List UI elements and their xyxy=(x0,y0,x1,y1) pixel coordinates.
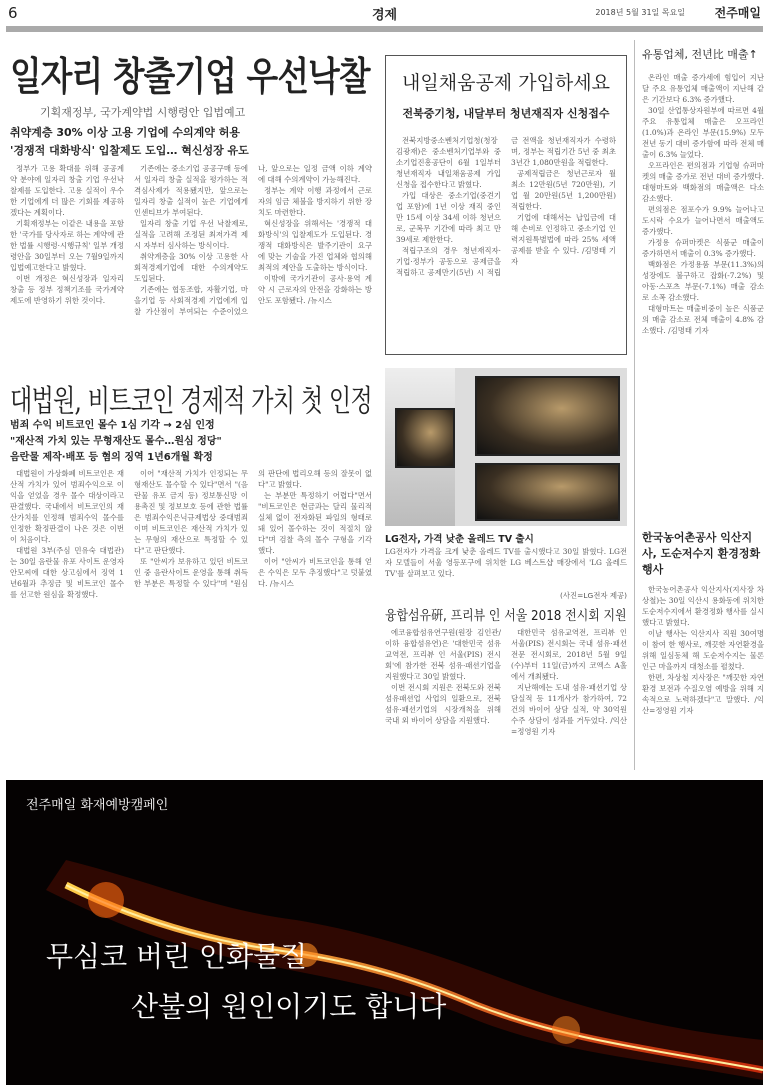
paragraph: 기존에는 협동조합, 자활기업, 마을기업 등 사회적경제 기업에게 입찰 가산점이 부여되는 수준이었으나, 앞으로는 일정 금액 이하 계약에 대해 수의계약이 가능해진다. xyxy=(134,164,372,316)
paragraph: 는 부분만 특정하기 어렵다"면서 "비트코인은 현금과는 달리 물리적 실체 없이 전자화된 파일의 형태로 돼 있어 몰수하는 것이 적절치 않다"며 검찰 측의 몰수 구형을 기각했다. xyxy=(258,491,372,555)
paragraph: 대법원이 가상화폐 비트코인은 재산적 가치가 있어 범죄수익으로 이익을 얻었을 경우 몰수 대상이라고 판결했다. 국내에서 비트코인의 재산가치를 인정해 범죄수익 몰수를 인정한 확정판결이 나온 것은 이번이 처음이다. xyxy=(10,469,124,544)
bitcoin-body xyxy=(10,468,372,765)
paragraph: 이번 전시회 지원은 전북도와 전북 섬유패션업 사업의 일환으로, 전북 섬유·패션기업의 시장개척을 위해 국내 외 바이어 상담을 지원했다. xyxy=(385,683,501,725)
paragraph: 공제적립금은 청년근로자 월 최소 12만원(5년 720만원), 기업 월 20만원(5년 1,200만원) 적립한다. xyxy=(511,169,616,211)
box-headline: 내일채움공제 가입하세요 xyxy=(402,72,610,94)
paragraph: 이어 "안씨가 비트코인을 통해 얻은 수익은 모두 추징했다"고 덧붙였다. /뉴시스 xyxy=(258,557,372,588)
fire-prevention-ad xyxy=(6,780,763,1085)
header-rule xyxy=(6,26,763,32)
paragraph: 지난해에는 도내 섬유·패션기업 상담실적 등 11개사가 참가하여, 72건의 바이어 상담 실적, 약 30억원 수주 상담이 성과를 거두었다. /익산=정영원 기자 xyxy=(511,683,627,736)
krc-headline: 한국농어촌공사 익산지사, 도순저수지 환경정화 행사 xyxy=(642,531,761,576)
paragraph: 정부가 고용 확대를 위해 공공계약 분야에 일자리 창출 기업 우선낙찰제를 도입한다. 고용 실적이 우수한 기업에게 더 많은 기회를 제공하겠다는 계획이다. xyxy=(10,164,124,217)
column-divider xyxy=(634,40,635,770)
paragraph: 취약계층을 30% 이상 고용한 사회적경제기업에 대한 수의계약도 도입된다. xyxy=(134,252,248,283)
paragraph: 이어 "재산적 가치가 인정되는 무형재산도 몰수할 수 있다"면서 "(음란물 유포 금지 등) 정보통신망 이용촉진 및 정보보호 등에 관한 법률은 범죄수익은닉규제법상 중대범죄이며 비트코인은 재산적 가치가 있는 무형의 재산으로 특정할 수 있다"고 판단했다. xyxy=(134,469,248,555)
paragraph: 또 "안씨가 보유하고 있던 비트코인 중 음란사이트 운영을 통해 취득한 부분은 특정할 수 있다"며 "원심의 판단에 법리오해 등의 잘못이 없다"고 밝혔다. xyxy=(134,469,372,588)
issue-date: 2018년 5월 31일 목요일 xyxy=(595,8,685,17)
bitcoin-subhead-3: 음란물 제작·배포 등 혐의 징역 1년6개월 확정 xyxy=(10,452,213,463)
paragraph: 혁신성장을 위해서는 '경쟁적 대화방식'의 입찰제도가 도입된다. 경쟁적 대화방식은 발주기관이 요구에 맞는 기술을 가진 업체와 협의해 최적의 제안을 도출하는 방식이다. xyxy=(258,219,372,272)
paragraph: 한국농어촌공사 익산지사(지사장 차상철)는 30일 익산시 용화동에 위치한 도순저수지에서 환경정화 행사를 실시했다고 밝혔다. xyxy=(642,585,764,627)
lead-subhead-1: 취약계층 30% 이상 고용 기업에 수의계약 허용 xyxy=(10,126,240,139)
paragraph: 일자리 창출 기업 우선 낙찰제로, 실적을 고려해 조정된 최저가격 제시 자부터 심사하는 방식이다. xyxy=(134,219,248,250)
photo-title: LG전자, 가격 낮춘 올레드 TV 출시 xyxy=(385,534,534,545)
paragraph: 가정용 슈퍼마켓은 식품군 매출이 증가하면서 매출이 0.3% 증가했다. xyxy=(642,238,764,258)
fiber-headline: 융합섬유硏, 프리뷰 인 서울 2018 전시회 지원 xyxy=(385,608,627,624)
paragraph: 이번 개정은 혁신성장과 일자리 창출 등 정부 정책기조를 국가계약 제도에 반영하기 위한 것이다. xyxy=(10,274,124,305)
lead-subhead-2: '경쟁적 대화방식' 입찰제도 도입… 혁신성장 유도 xyxy=(10,144,249,157)
retail-body xyxy=(642,72,764,523)
page-header xyxy=(8,4,761,24)
paragraph: 기업에 대해서는 납입금에 대해 손비로 인정하고 중소기업 인력지원특별법에 따라 25% 세액공제를 받을 수 있다. /김명태 기자 xyxy=(511,213,616,266)
photo-credit: (사진=LG전자 제공) xyxy=(560,591,627,600)
paragraph: 적립구조의 경우 청년재직자·기업·정부가 공동으로 공제금을 적립하고 공제만기(5년) 시 적립금 전액을 청년재직자가 수령하며, 정부는 적립기간 5년 중 최초 3년간 1,080만원을 적립한다. xyxy=(396,136,616,277)
paragraph: 전북지방중소벤처기업청(청장 김광재)은 중소벤처기업부와 중소기업진흥공단이 6월 1일부터 청년재직자 내일채움공제 가입 신청을 접수한다고 밝혔다. xyxy=(396,136,501,189)
ad-line-2: 산불의 원인이기도 합니다 xyxy=(131,990,447,1023)
paragraph: 편의점은 점포수가 9.9% 늘어나고 도시락 수요가 늘어나면서 매출액도 증가했다. xyxy=(642,205,764,236)
paragraph: 대법원 3부(주심 민유숙 대법관)는 30일 음란물 유포 사이트 운영자 안모씨에 대한 상고심에서 징역 1년6월과 추징금 및 비트코인 몰수를 선고한 원심을 확정했다. xyxy=(10,546,124,599)
ad-line-1: 무심코 버린 인화물질 xyxy=(46,940,308,973)
paragraph: 30일 산업통상자원부에 따르면 4월 주요 유통업체 매출은 오프라인(1.0%)과 온라인 부문(15.9%) 모두 전년 동기 대비 증가함에 따라 전체 매출이 6.3% 늘었다. xyxy=(642,106,764,159)
paragraph: 한편, 차상철 지사장은 "깨끗한 자연환경 보전과 수질오염 예방을 위해 지속적으로 노력하겠다"고 말했다. /익산=정영원 기자 xyxy=(642,673,764,715)
ad-tag: 전주매일 화재예방캠페인 xyxy=(26,798,169,813)
paragraph: 기존에는 중소기업 공공구매 등에서 일자리 창출 실적을 평가하는 적격심사제가 적용됐지만, 앞으로는 일자리 창출 실적이 높은 기업에게 인센티브가 부여된다. xyxy=(134,164,248,217)
paragraph: 이밖에 국가기관이 공사·용역 계약 시 근로자의 안전을 강화하는 방안도 포함됐다. /뉴시스 xyxy=(258,274,372,305)
page-number: 6 xyxy=(8,4,18,22)
retail-headline: 유통업체, 전년比 매출↑ xyxy=(642,48,758,61)
lead-kicker: 기획재정부, 국가계약법 시행령안 입법예고 xyxy=(40,106,246,119)
paragraph: 백화점은 가정용품 부문(11.3%)의 성장에도 불구하고 잡화(-7.2%) 및 아동·스포츠 부문(-7.1%) 매출 감소로 소폭 감소했다. xyxy=(642,260,764,302)
paper-name: 전주매일 xyxy=(714,6,761,20)
lead-headline: 일자리 창출기업 우선낙찰 xyxy=(10,55,370,100)
paragraph: 이날 행사는 익산지사 직원 30여명이 참여 한 행사로, 깨끗한 자연환경을 위해 일심동체 해 도순저수지는 물론 인근 마을까지 대청소를 펼쳤다. xyxy=(642,629,764,671)
box-subhead: 전북중기청, 내달부터 청년재직자 신청접수 xyxy=(402,107,610,120)
paragraph: 에코융합섬유연구원(원장 김인관/이하 융합섬유연)은 '대한민국 섬유교역전, 프리뷰 인 서울(PIS) 전시회'에 참가한 전북 섬유·패션기업을 지원했다고 30일 밝혔다. xyxy=(385,628,501,681)
paragraph: 기획재정부는 이같은 내용을 포함한 '국가를 당사자로 하는 계약에 관한 법률 시행령·시행규칙' 일부 개정령안을 30일부터 오는 7월9일까지 입법예고한다고 밝혔다. xyxy=(10,219,124,272)
paragraph: 오프라인은 편의점과 기업형 슈퍼마켓의 매출 증가로 전년 대비 증가했다. 대형마트와 백화점의 매출액은 다소 감소했다. xyxy=(642,161,764,203)
photo-caption: LG전자가 가격을 크게 낮춘 올레드 TV를 출시했다고 30일 밝혔다. LG전자 모델들이 서울 영등포구에 위치한 LG 베스트샵 매장에서 'LG 올레드 TV'를 살펴보고 있다. xyxy=(385,547,627,578)
bitcoin-subhead-2: "재산적 가치 있는 무형재산도 몰수…원심 정당" xyxy=(10,436,222,447)
bitcoin-headline: 대법원, 비트코인 경제적 가치 첫 인정 xyxy=(10,384,372,419)
paragraph: 대형마트는 매출비중이 높은 식품군의 매출 감소로 전체 매출이 4.8% 감소했다. /김명태 기자 xyxy=(642,304,764,335)
lead-body xyxy=(10,163,372,361)
youth-fund-box xyxy=(385,55,627,355)
bitcoin-subhead-1: 범죄 수익 비트코인 몰수 1심 기각 → 2심 인정 xyxy=(10,420,215,431)
krc-body xyxy=(642,584,764,771)
paragraph: 온라인 매출 증가세에 힘입어 지난달 주요 유통업체 매출액이 지난해 같은 기간보다 6.3% 증가했다. xyxy=(642,73,764,104)
forest-fire-image xyxy=(6,780,763,1085)
paragraph: 대한민국 섬유교역전, 프리뷰 인 서울(PIS) 전시회는 국내 섬유·패션 전문 전시회로, 2018년 5월 9일(수)부터 11일(금)까지 코엑스 A홀에서 개최됐다. xyxy=(511,628,627,681)
box-body xyxy=(396,135,616,344)
paragraph: 정부는 계약 이행 과정에서 근로자의 임금 체불을 방지하기 위한 장치도 마련한다. xyxy=(258,186,372,217)
section-title: 경제 xyxy=(371,8,398,23)
lg-oled-photo xyxy=(385,368,627,526)
fiber-body xyxy=(385,627,627,770)
paragraph: 가입 대상은 중소기업(중견기업 포함)에 1년 이상 재직 중인 만 15세 이상 34세 이하 청년으로, 군복무 기간에 따라 최고 만 39세로 제한한다. xyxy=(396,191,501,244)
